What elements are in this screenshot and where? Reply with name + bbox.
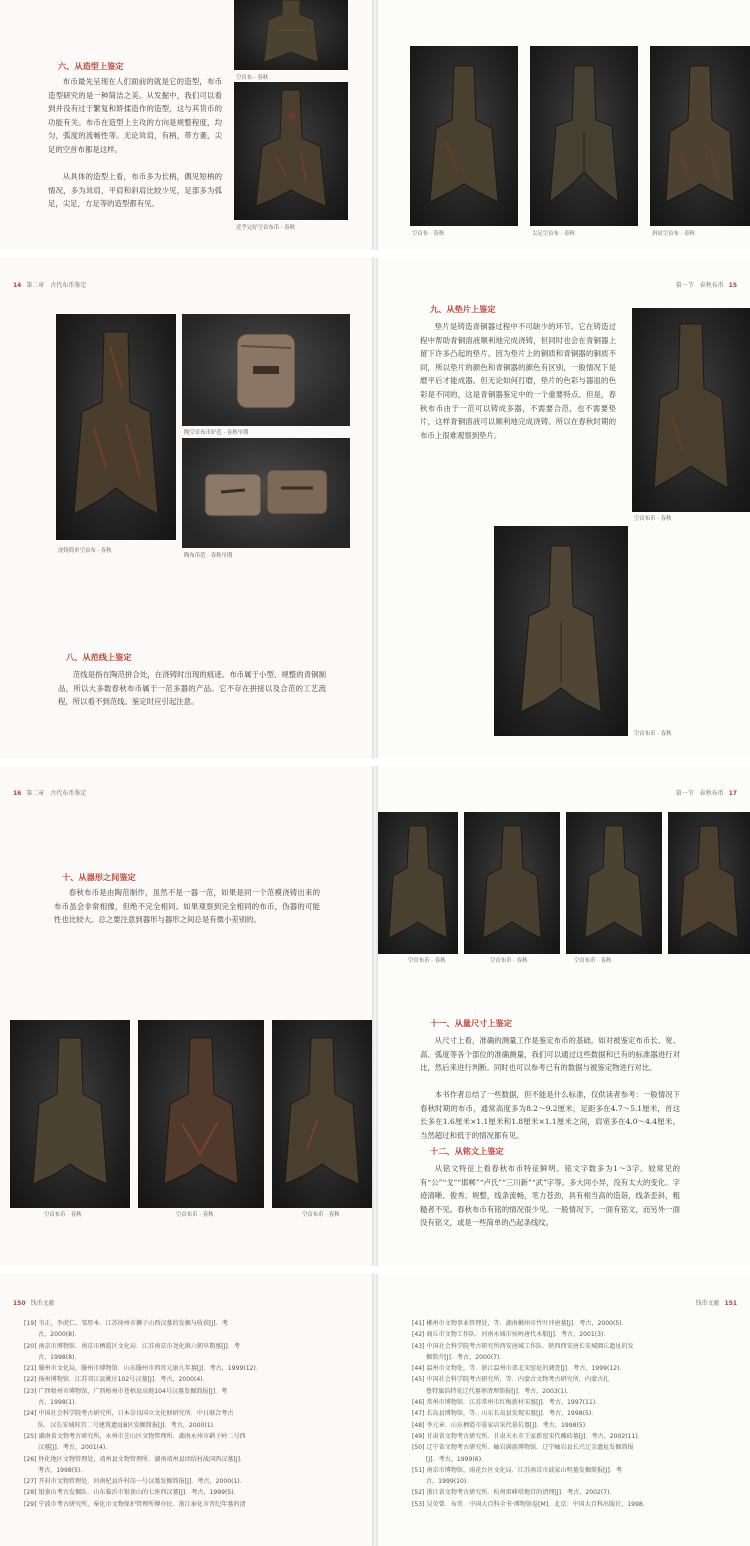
reference-list-left <box>24 1318 344 1510</box>
spread2-left-page <box>0 258 372 758</box>
photo-coin-l1 <box>10 1020 130 1208</box>
reference-entry: [J]．考古，1999(6)． <box>426 1455 488 1463</box>
reference-entry: 考古，1998(5)． <box>38 1466 87 1474</box>
caption-top: 空首布 · 春秋 <box>236 75 269 81</box>
spade-coin-image <box>25 1034 115 1194</box>
page-number: 15 <box>728 282 737 289</box>
reference-entry: 古，1999(10)． <box>426 1478 473 1486</box>
caption-r2: 空首布币 · 春秋 <box>490 958 528 964</box>
photo-coin-l2 <box>138 1020 264 1208</box>
photo-coin-l3 <box>272 1020 372 1208</box>
reference-entry: 汉墓[J]．考古，2001(4)． <box>38 1444 112 1452</box>
photo-coin-r2 <box>530 46 638 226</box>
reference-entry: [22] 扬州博物馆．江苏邗江县姚庄102号汉墓[J]．考古，2000(4)． <box>24 1376 209 1384</box>
reference-entry: [23] 广西梧州市博物馆，广西梧州市苍梧县高地104号汉墓发掘简报[J]．考 <box>24 1387 228 1395</box>
photo-coin-left-large <box>234 82 348 220</box>
photo-coin-r2 <box>464 812 560 954</box>
reference-entry: [29] 宁波市考古研究所，奉化市文物保护管理所傅亦民．浙江奉化市晋纪年墓的清 <box>24 1500 246 1508</box>
spade-coin-image <box>660 62 740 212</box>
section9-title: 九、从垫片上鉴定 <box>430 304 496 314</box>
reference-entry: [19] 韦正，李虎仁，邹厚本．江苏徐州市狮子山西汉墓的发掘与收获[J]．考 <box>24 1320 228 1327</box>
spade-coin-image <box>424 62 504 212</box>
reference-entry: [50] 辽宁省文物考古研究所．岫岩满族博物馆．辽宁岫岩县长兴辽金遗址发掘简报 <box>412 1444 634 1452</box>
caption-r1: 空首布 · 春秋 <box>412 231 445 237</box>
caption-r2: 尖足空首布 · 春秋 <box>532 231 575 237</box>
section11-para2: 本书作者总结了一些数据，但不能是什么标准，仅供读者参考：一般情况下春秋时期的布币，通常高度多为8.2～9.2厘米，足距多在4.7～5.1厘米，首这长多在1.6厘米×1.1厘米和1.8厘米×1.1厘米之间，肩宽多在4.0～4.4厘米。当然超过和低于的情况都有见。 <box>420 1090 680 1140</box>
reference-entry: [49] 甘肃省文物考古研究所．甘肃天水市王家新窑宋代雕砖墓[J]．考古，2002(11)． <box>412 1432 644 1440</box>
spread1-left-page <box>0 0 372 250</box>
photo-coin-big <box>56 314 176 540</box>
page-header-150 <box>10 1298 54 1307</box>
reference-entry: [28] 银雀山考古发掘队．山东临沂市银雀山的七座西汉墓[J]．考古，1999(5)． <box>24 1489 240 1497</box>
spade-coin-image <box>156 1034 246 1194</box>
reference-entry: 古，2000(8)． <box>38 1331 81 1339</box>
caption-l1: 空首布币 · 春秋 <box>44 1212 82 1218</box>
photo-coin-r4 <box>668 812 750 954</box>
caption-r3: 斜肩空首布 · 春秋 <box>652 231 695 237</box>
page-header-15 <box>676 280 740 289</box>
page-header-17 <box>676 788 740 797</box>
reference-entry: [42] 商丘市文物工作队．河南永城市侯岭唐代木船[J]．考古，2001(3)． <box>412 1331 610 1339</box>
reference-entry: 古，1998(1)． <box>38 1399 81 1407</box>
reference-entry: [52] 浙江省文物考古研究所．杭州雷峰塔地宫的清理[J]．考古，2002(7)． <box>412 1489 616 1497</box>
spade-coin-image <box>256 0 326 70</box>
reference-entry: [51] 南京市博物馆，雨花台区文化局．江苏南京市戚家山明墓发掘简报[J]．考 <box>412 1466 622 1474</box>
page-header-151 <box>696 1298 740 1307</box>
reference-entry: [53] 吴荣曾．布币．中国大百科全书·博物馆卷[M]．北京：中国大百科出版社，1998． <box>412 1500 649 1508</box>
section9-para: 垫片是铸造青铜器过程中不可缺少的环节。它在铸造过程中帮助青铜溶液顺利地完成浇铸，但同时也会在青铜器上留下许多凸起的垫片。因为垫片上的铜质和青铜器的铜质不同，所以垫片的颜色和青铜器的颜色有区别，一般情况下是磨平后才能成器。但无论如何打磨，垫片的色彩与器皿的色彩是不同的，这是青铜器鉴定中的一个重要特点。但是，春秋布币由于一范可以铸成多器，不需要合范，也不需要垫片，这样青铜溶液可以顺利地完成浇铸。所以在春秋时期的布币上很难观察到垫片。 <box>420 322 616 440</box>
page-number: 16 <box>13 790 22 797</box>
spade-coin-image <box>277 1034 367 1194</box>
section6-para1: 布币最先呈现在人们面前的就是它的造型，布币造型研究的是一种简洁之美。从发掘中，我们可以看到并没有过于繁复和娇揉造作的造型，这与其货币的功能有关。布币在造型上主攻的方向是规整程度，均匀，弧度的流畅性等。无论耸肩，有柄，带方萎，尖足的空首布都是这样。 <box>48 77 222 154</box>
reference-entry: 古，1998(8)． <box>38 1353 81 1361</box>
photo-mold2 <box>182 438 350 548</box>
reference-entry: [41] 郴州市文物事业管理处，等．湖南郴州市竹叶冲唐墓[J]．考古，2000(5)． <box>412 1320 628 1327</box>
section-title: 第一节 春秋布币 <box>675 282 724 289</box>
clay-mold-image <box>201 464 331 524</box>
section10-title: 十、从器形之间鉴定 <box>62 872 136 882</box>
section6-para2: 从具体的造型上看，布币多为长柄，偶见短柄的情况，多为耸肩，平肩和斜肩比较少见，足部多为弧足，尖足，方足等的造型都有见。 <box>48 172 222 209</box>
spade-coin-image <box>579 822 649 946</box>
reference-entry: [44] 温州市文物处，等．浙江温州市郊北宋窑址的调查[J]．考古，1999(12)． <box>412 1365 626 1373</box>
page-header-14 <box>10 280 86 289</box>
photo-mold1 <box>182 314 350 426</box>
page-number: 14 <box>13 282 22 289</box>
reference-entry: [46] 常州市博物馆．江苏常州市红梅新村宋墓[J]．考古，1997(11)． <box>412 1399 602 1407</box>
page-number: 17 <box>728 790 737 797</box>
section11-title: 十一、从量尺寸上鉴定 <box>430 1018 512 1028</box>
section12-para: 从铭文特征上看春秋布币特征鲜明。铭文字数多为1～3字。较常见的有“公”“戈”“邯郸”“卢氏”“三川新”“武”字等。多大同小异，没有太大的变化。字迹清晰、俊秀、规整，线条流畅，笔力苍劲，具有相当高的造诣，线条歪斜，粗糙者不见。春秋布币有铭的情况很少见。一般情况下，一面有铭文，而另外一面没有铭文，或是一些简单的凸起条线纹。 <box>420 1164 680 1228</box>
caption-left-bottom: 近乎完好空首布币 · 春秋 <box>236 225 296 231</box>
page-number: 151 <box>724 1300 737 1307</box>
spread4-right-page <box>378 1274 750 1546</box>
photo-coin-top <box>234 0 348 70</box>
spread2-right-page <box>378 258 750 758</box>
spade-coin-image <box>383 822 453 946</box>
caption-r1: 空首布币 · 春秋 <box>408 958 446 964</box>
spade-coin-image <box>511 542 611 722</box>
appendix-title: 钱币文献 <box>30 1300 55 1307</box>
reference-entry: [27] 开封市文物管理处．河南杞县许村岗一号汉墓发掘简报[J]．考古，2000(1)． <box>24 1478 246 1486</box>
clay-mold-image <box>231 326 301 416</box>
caption-r3: 空首布币 · 春秋 <box>574 958 612 964</box>
spade-coin-image <box>544 62 624 212</box>
caption-mold2: 陶布币范 · 春秋早期 <box>184 553 233 559</box>
caption-l3: 空首布币 · 春秋 <box>302 1212 340 1218</box>
photo-coin-r3 <box>566 812 662 954</box>
reference-entry: [21] 滕州市文化局，滕州市博物馆．山东滕州市西晋元康九年墓[J]．考古，1999(12)． <box>24 1365 262 1373</box>
caption-big: 浇铸简单空首布 · 春秋 <box>58 548 112 554</box>
caption-r-bottom: 空首布币 · 春秋 <box>634 731 672 737</box>
spade-coin-image <box>674 822 744 946</box>
spread3-left-page <box>0 766 372 1266</box>
section8-title: 八、从范线上鉴定 <box>66 652 132 662</box>
section-title: 第一节 春秋布币 <box>675 790 724 797</box>
photo-coin-r1 <box>378 812 458 954</box>
section8-para: 范线是指在陶范拼合处，在浇铸时出现的痕迹。布币属于小型、规整的青铜制品，所以大多数春秋布币属于一范多器的产品。它不存在拼接以及合范的工艺流程，所以看不到范线。鉴定时应引起注意。 <box>58 670 326 707</box>
reference-list-right <box>412 1318 734 1510</box>
reference-entry: [48] 李元章．山东栖霞市慕家店宋代慕伉墓[J]．考古，1998(5)． <box>412 1421 592 1429</box>
photo-coin-r1 <box>410 46 518 226</box>
caption-mold1: 陶空首布币铲范 · 春秋早期 <box>184 430 249 436</box>
reference-entry: 队．汉长安城桂宫二号建筑遗址B区发掘简报[J]．考古，2000(1)． <box>38 1421 220 1429</box>
spread1-right-page <box>378 0 750 250</box>
reference-entry: [26] 怀化地区文物管理处，靖州县文物管理所．湖南靖州县团结村战国西汉墓[J]． <box>24 1455 247 1463</box>
caption-l2: 空首布币 · 春秋 <box>176 1212 214 1218</box>
section12-title: 十二、从铭文上鉴定 <box>430 1146 504 1156</box>
photo-coin-r3 <box>650 46 750 226</box>
section10-para: 春秋布币是由陶范制作，虽然不是一器一范，如果是同一个范模浇铸出来的布币虽会非常相像，但绝不完全相同。如果观察到完全相同的布币，伪器的可能性也比较大。总之要注意到器形与器形之间总是有微小差别的。 <box>54 888 320 925</box>
reference-entry: 鲁特旗浩特花辽代墓葬清理简报[J]．考古，2003(1)． <box>426 1387 573 1395</box>
photo-coin-r-top <box>632 308 750 512</box>
chapter-title: 第二章 古代布币鉴定 <box>26 282 87 289</box>
reference-entry: [43] 中国社会科学院考古研究所西安唐城工作队．陕西西安唐长安城圜丘遗址的发 <box>412 1342 634 1350</box>
spread4-left-page <box>0 1274 372 1546</box>
appendix-title: 钱币文献 <box>695 1300 720 1307</box>
spade-coin-image <box>477 822 547 946</box>
spade-coin-image <box>646 320 736 500</box>
reference-entry: [25] 湖南省文物考古研究所，永州市芝山区文物管理所．湖南永州市鹞子岭二号西 <box>24 1432 246 1440</box>
spread3-right-page <box>378 766 750 1266</box>
reference-entry: [47] 长岛县博物馆，等．山东长岛县发现宋墓[J]．考古，1998(5)． <box>412 1410 598 1418</box>
reference-entry: [20] 南京市博物馆．南京市栖霞区文化局．江苏南京市尧化镇六朝早期墓[J]．考 <box>24 1342 240 1350</box>
reference-entry: [45] 中国社会科学院考古研究所，等．内蒙古文物考古研究所，内蒙古扎 <box>412 1376 610 1384</box>
photo-coin-r-bottom <box>494 526 628 736</box>
page-header-16 <box>10 788 86 797</box>
caption-r-top: 空首布币 · 春秋 <box>634 516 672 522</box>
chapter-title: 第二章 古代布币鉴定 <box>26 790 87 797</box>
spade-coin-image <box>66 328 166 528</box>
reference-entry: [24] 中国社会科学院考古研究所，日本奈良国立文化财研究所．中日联合考古 <box>24 1410 234 1418</box>
reference-entry: 掘简介[J]．考古，2000(7)． <box>426 1353 506 1361</box>
section6-title: 六、从造型上鉴定 <box>58 61 124 71</box>
spade-coin-image <box>246 86 336 218</box>
page-number: 150 <box>13 1300 26 1307</box>
section11-para1: 从尺寸上看，准确的测量工作是鉴定布币的基础。如对被鉴定布币长、宽、高、弧度等各个部位的准确测量，我们可以通过这些数据和已有的标准器进行对比，然后来进行判断。同时也可以参考已有的数据与被鉴定物进行对比。 <box>420 1036 680 1073</box>
